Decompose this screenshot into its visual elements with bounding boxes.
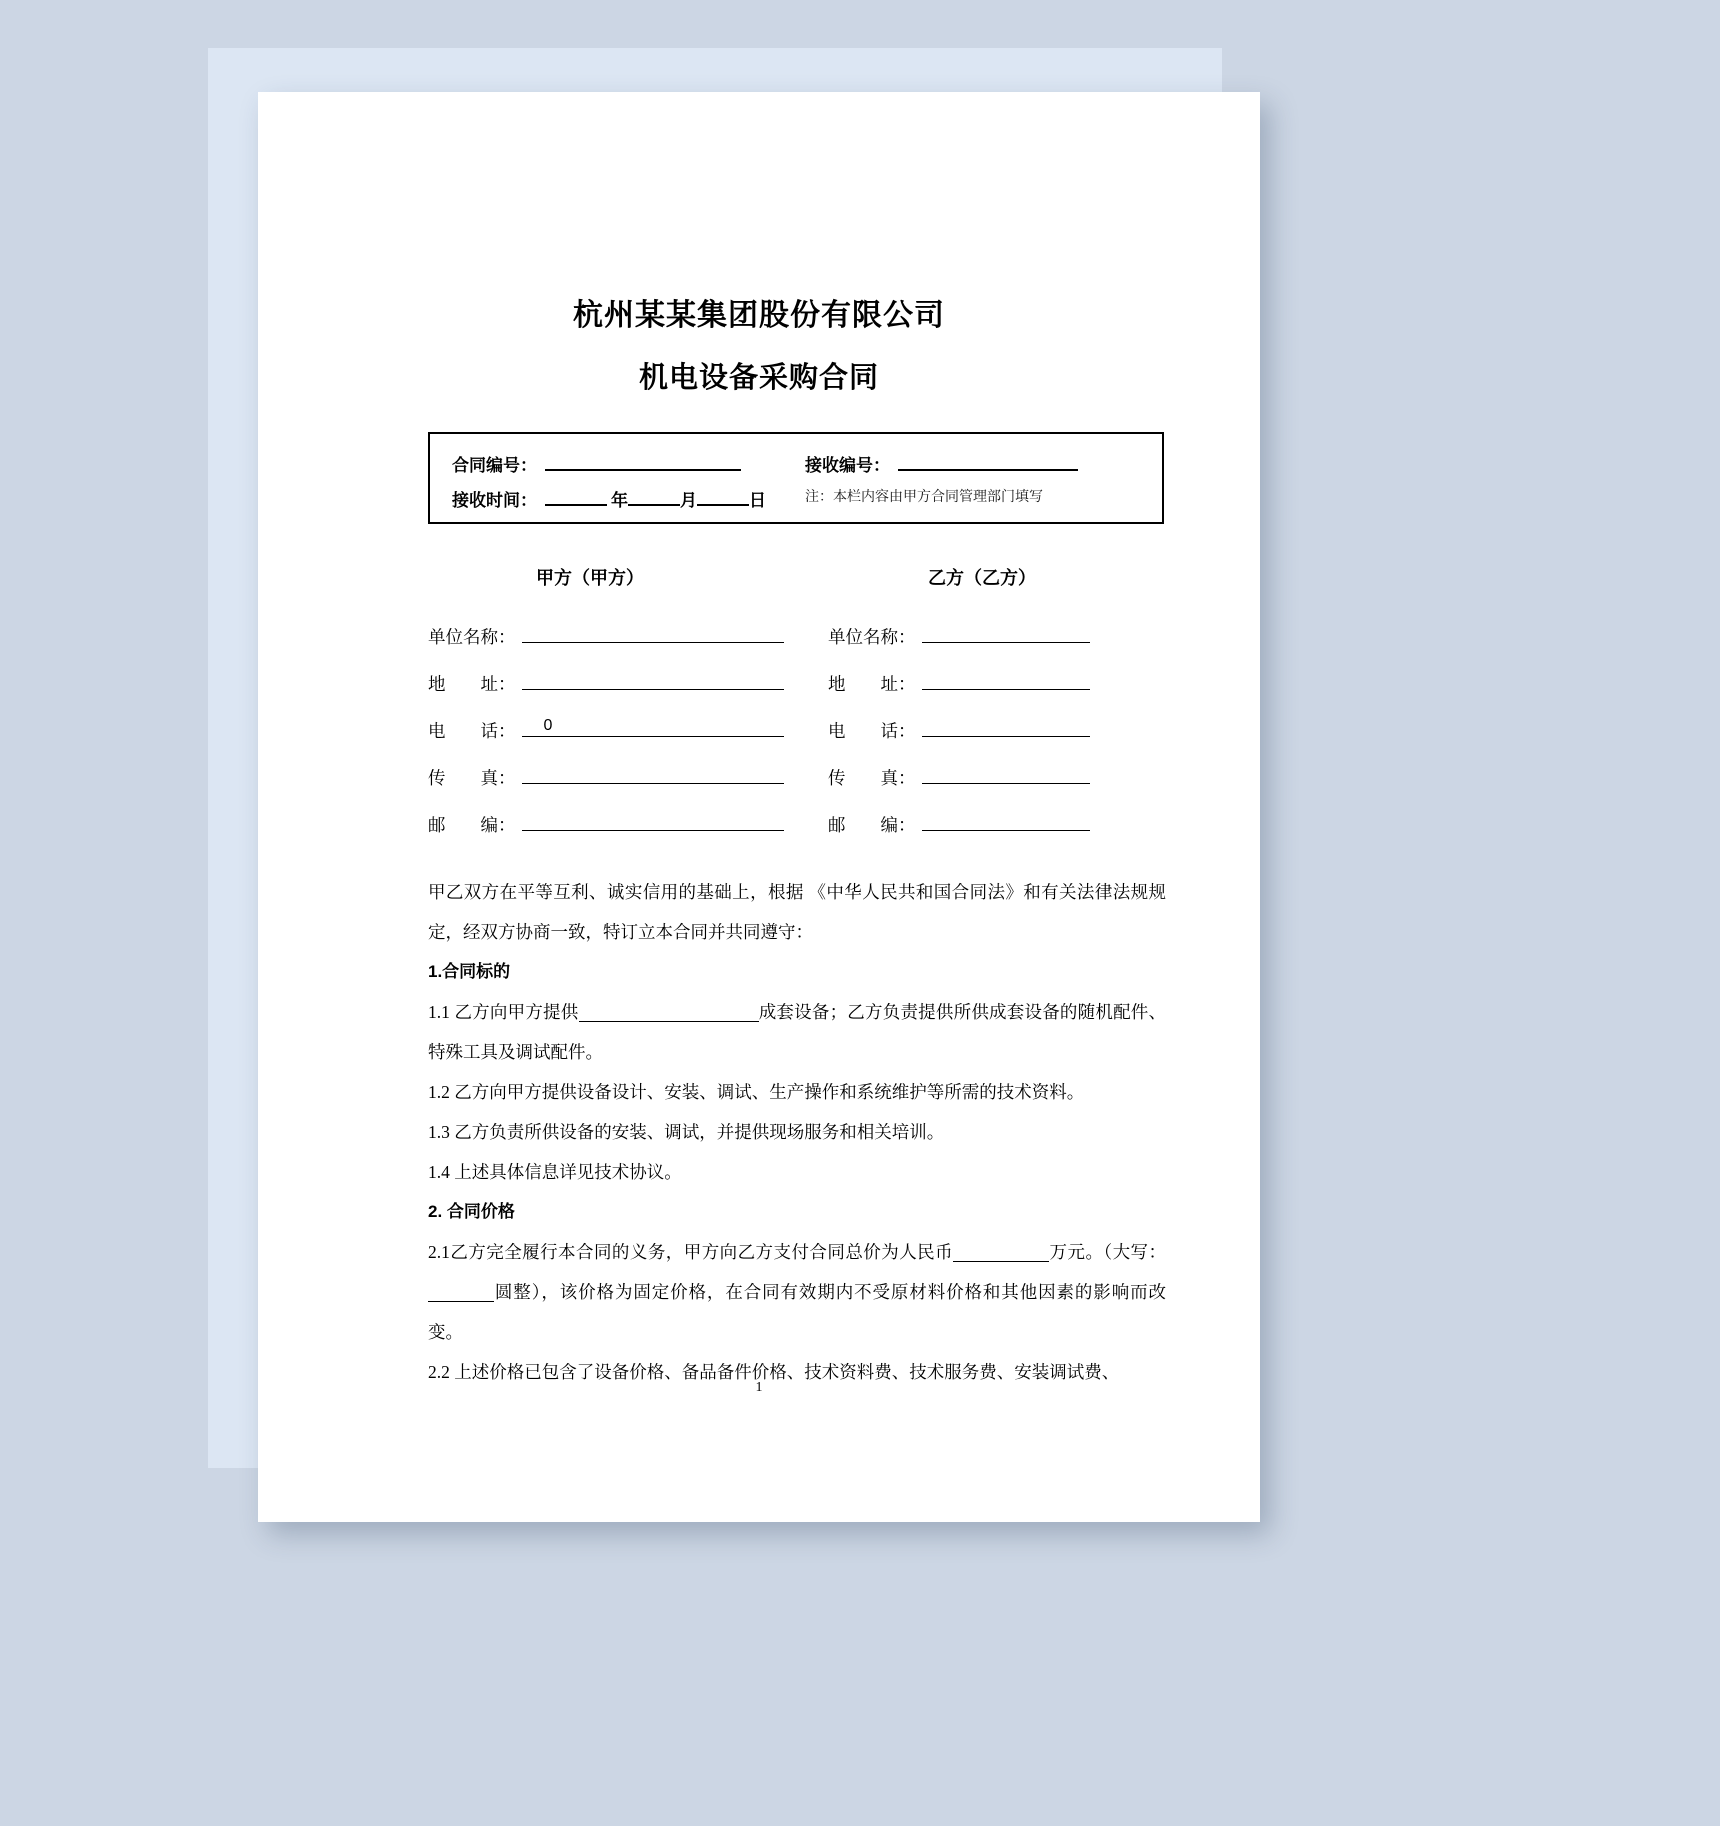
receipt-number-field <box>805 451 1078 476</box>
party-b-fax-input[interactable] <box>922 763 1090 784</box>
party-a-postcode-label: 邮 编： <box>428 814 516 835</box>
party-a-postcode-input[interactable] <box>522 810 784 831</box>
party-b-company-name-label: 单位名称： <box>828 626 916 647</box>
page-content <box>258 92 1260 1522</box>
clause-1-1 <box>428 992 1166 1072</box>
clause-1-1-text-before: 1.1 乙方向甲方提供 <box>428 1002 579 1022</box>
section-2-heading: 2. 合同价格 <box>428 1202 515 1221</box>
receipt-number-label: 接收编号： <box>805 456 890 475</box>
field-row-address <box>428 669 1258 716</box>
contract-number-field <box>452 451 741 476</box>
clause-2-2: 2.2 上述价格已包含了设备价格、备品备件价格、技术资料费、技术服务费、安装调试费、 <box>428 1362 1120 1382</box>
clause-1-2: 1.2 乙方向甲方提供设备设计、安装、调试、生产操作和系统维护等所需的技术资料。 <box>428 1082 1085 1102</box>
clause-1-1-text-after: 成套设备；乙方负责提供所供成套设备的随机配件、特殊工具及调试配件。 <box>428 1002 1167 1062</box>
receipt-note-text: 注：本栏内容由甲方合同管理部门填写 <box>805 490 1043 505</box>
party-b-postcode-input[interactable] <box>922 810 1090 831</box>
field-row-phone <box>428 716 1258 763</box>
receipt-time-field <box>452 486 766 511</box>
party-a-company-name-field <box>428 622 784 649</box>
receipt-day-blank[interactable] <box>697 486 749 506</box>
party-b-address-input[interactable] <box>922 669 1090 690</box>
party-b-company-name-field <box>828 622 1090 649</box>
receipt-time-label: 接收时间： <box>452 491 537 510</box>
party-a-phone-label: 电 话： <box>428 720 516 741</box>
party-b-postcode-field <box>828 810 1090 837</box>
intro-paragraph: 甲乙双方在平等互利、诚实信用的基础上，根据 《中华人民共和国合同法》和有关法律法规规定，经双方协商一致，特订立本合同并共同遵守： <box>428 882 1166 942</box>
year-unit-label: 年 <box>611 491 628 510</box>
party-a-company-name-label: 单位名称： <box>428 626 516 647</box>
party-b-address-field <box>828 669 1090 696</box>
party-a-address-label: 地 址： <box>428 673 516 694</box>
field-row-postcode <box>428 810 1258 857</box>
day-unit-label: 日 <box>749 491 766 510</box>
party-b-company-name-input[interactable] <box>922 622 1090 643</box>
clause-2-1 <box>428 1232 1166 1352</box>
receipt-box-note <box>805 486 1043 506</box>
receipt-month-blank[interactable] <box>628 486 680 506</box>
contract-number-blank[interactable] <box>545 451 741 471</box>
party-b-fax-field <box>828 763 1090 790</box>
clause-1-4: 1.4 上述具体信息详见技术协议。 <box>428 1162 682 1182</box>
party-a-fax-input[interactable] <box>522 763 784 784</box>
party-a-phone-value: 0 <box>543 716 553 734</box>
party-b-phone-input[interactable] <box>922 716 1090 737</box>
clause-2-1-text-mid: 万元。（大写： <box>1049 1242 1167 1262</box>
receipt-number-blank[interactable] <box>898 451 1078 471</box>
field-row-fax <box>428 763 1258 810</box>
party-a-fax-field <box>428 763 784 790</box>
party-a-phone-input[interactable] <box>522 716 784 737</box>
page-title: 杭州某某集团股份有限公司 <box>573 299 945 332</box>
page-subtitle: 机电设备采购合同 <box>638 362 879 394</box>
party-b-fax-label: 传 真： <box>828 767 916 788</box>
party-a-phone-field <box>428 716 784 743</box>
clause-2-1-text-before: 2.1乙方完全履行本合同的义务，甲方向乙方支付合同总价为人民币 <box>428 1242 954 1262</box>
clause-1-1-blank[interactable] <box>579 1004 759 1023</box>
party-information-fields <box>428 622 1258 857</box>
page-number: 1 <box>755 1380 763 1395</box>
party-b-address-label: 地 址： <box>828 673 916 694</box>
clause-1-3: 1.3 乙方负责所供设备的安装、调试，并提供现场服务和相关培训。 <box>428 1122 945 1142</box>
field-row-company-name <box>428 622 1258 669</box>
party-a-address-input[interactable] <box>522 669 784 690</box>
month-unit-label: 月 <box>680 491 697 510</box>
party-a-postcode-field <box>428 810 784 837</box>
section-1-heading: 1.合同标的 <box>428 962 511 981</box>
clause-2-1-amount-blank[interactable] <box>953 1244 1049 1263</box>
party-b-phone-label: 电 话： <box>828 720 916 741</box>
party-a-company-name-input[interactable] <box>522 622 784 643</box>
party-a-address-field <box>428 669 784 696</box>
party-a-fax-label: 传 真： <box>428 767 516 788</box>
party-a-heading: 甲方（甲方） <box>536 568 644 588</box>
clause-2-1-words-blank[interactable] <box>428 1284 494 1303</box>
party-b-postcode-label: 邮 编： <box>828 814 916 835</box>
party-b-heading: 乙方（乙方） <box>928 568 1036 588</box>
contract-body <box>428 872 1166 1392</box>
contract-number-label: 合同编号： <box>452 456 537 475</box>
document-page <box>258 92 1260 1522</box>
contract-receipt-box <box>428 432 1164 524</box>
clause-2-1-text-after: 圆整），该价格为固定价格，在合同有效期内不受原材料价格和其他因素的影响而改变。 <box>428 1282 1166 1342</box>
receipt-year-blank[interactable] <box>545 486 607 506</box>
party-b-phone-field <box>828 716 1090 743</box>
